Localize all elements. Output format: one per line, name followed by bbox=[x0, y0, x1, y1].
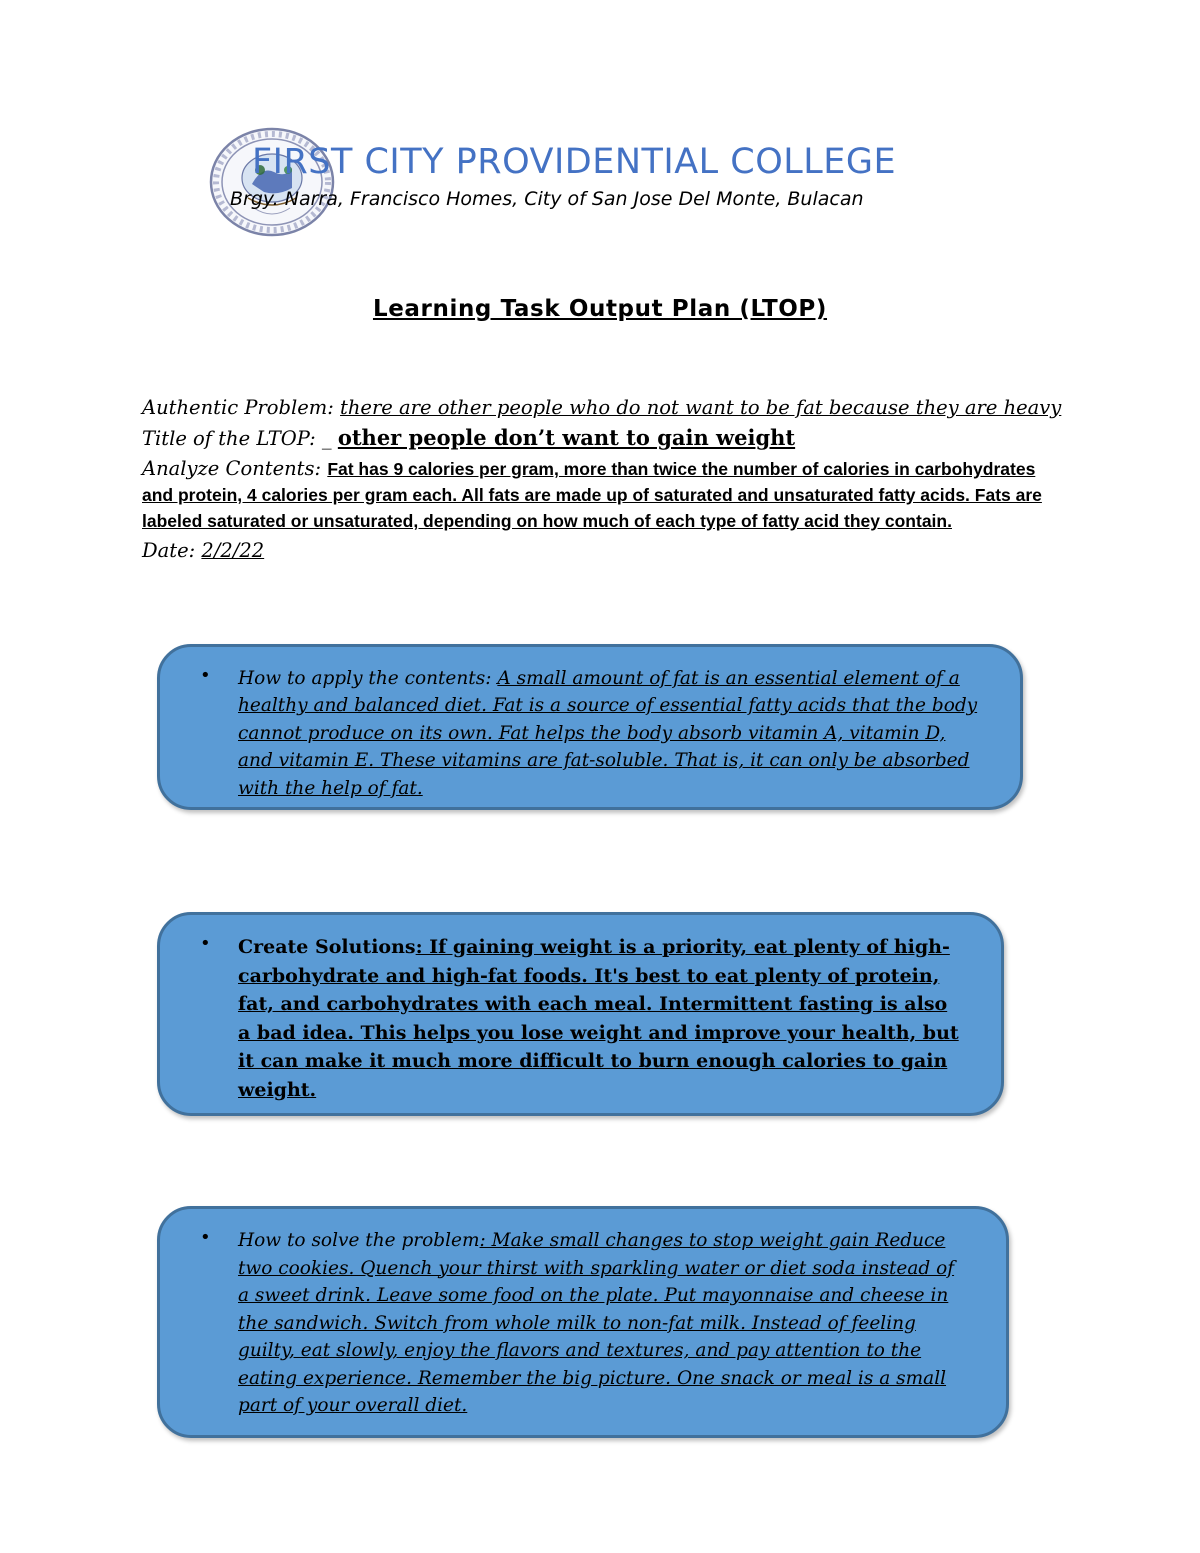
ltop-fields bbox=[142, 393, 1062, 566]
solve-problem-value: : Make small changes to stop weight gain Reduce two cookies. Quench your thirst with sparkling water or diet soda instead of a sweet drink. Leave some food on the plate. Put mayonnaise and cheese in the sandwich. Switch from whole milk to non-fat milk. Instead of feeling guilty, eat slowly, enjoy the flavors and textures, and pay attention to the eating experience. Remember the big picture. One snack or meal is a small part of your overall diet. bbox=[238, 1230, 955, 1416]
bullet-icon: • bbox=[200, 933, 211, 954]
create-solutions-item bbox=[200, 933, 965, 1104]
authentic-problem-label: Authentic Problem: bbox=[142, 396, 341, 419]
document-title: Learning Task Output Plan (LTOP) bbox=[372, 296, 828, 322]
college-address: Brgy. Narra, Francisco Homes, City of San Jose Del Monte, Bulacan bbox=[230, 188, 864, 210]
bullet-icon: • bbox=[200, 665, 211, 686]
solve-problem-text bbox=[238, 1227, 970, 1420]
college-name: FIRST CITY PROVIDENTIAL COLLEGE bbox=[252, 142, 897, 182]
bullet-icon: • bbox=[200, 1227, 211, 1248]
analyze-contents-line bbox=[142, 456, 1062, 534]
ltop-title-value: other people don’t want to gain weight bbox=[337, 425, 796, 450]
authentic-problem-line bbox=[142, 393, 1062, 423]
apply-contents-item bbox=[200, 665, 984, 802]
analyze-contents-value: Fat has 9 calories per gram, more than twice the number of calories in carbohydrates and protein, 4 calories per gram each. All fats are made up of saturated and unsaturated fatty acids. Fats are labeled saturated or unsaturated, depending on how much of each type of fatty acid they contain. bbox=[142, 459, 1042, 531]
create-solutions-label: Create Solutions bbox=[238, 936, 416, 958]
apply-contents-label: How to apply the contents: bbox=[238, 668, 498, 689]
apply-contents-box bbox=[157, 644, 1023, 810]
apply-contents-value: A small amount of fat is an essential element of a healthy and balanced diet. Fat is a source of essential fatty acids that the body cannot produce on its own. Fat helps the body absorb vitamin A, vitamin D, and vitamin E. These vitamins are fat-soluble. That is, it can only be absorbed with the help of fat. bbox=[238, 668, 978, 799]
ltop-title-label: Title of the LTOP: _ bbox=[142, 427, 338, 450]
apply-contents-text bbox=[238, 665, 984, 802]
solve-problem-item bbox=[200, 1227, 970, 1420]
analyze-contents-label: Analyze Contents: bbox=[142, 457, 328, 480]
authentic-problem-value: there are other people who do not want to be fat because they are heavy bbox=[340, 396, 1062, 419]
solve-problem-box bbox=[157, 1206, 1009, 1438]
date-value: 2/2/22 bbox=[201, 539, 265, 562]
create-solutions-value: : If gaining weight is a priority, eat plenty of high-carbohydrate and high-fat foods. It's best to eat plenty of protein, fat, and carbohydrates with each meal. Intermittent fasting is also a bad idea. This helps you lose weight and improve your health, but it can make it much more difficult to burn enough calories to gain weight. bbox=[238, 936, 959, 1101]
date-line bbox=[142, 536, 1062, 566]
ltop-title-line bbox=[142, 423, 1062, 454]
solve-problem-label: How to solve the problem bbox=[238, 1230, 480, 1251]
create-solutions-text bbox=[238, 933, 965, 1104]
date-label: Date: bbox=[142, 539, 202, 562]
create-solutions-box bbox=[157, 912, 1004, 1116]
